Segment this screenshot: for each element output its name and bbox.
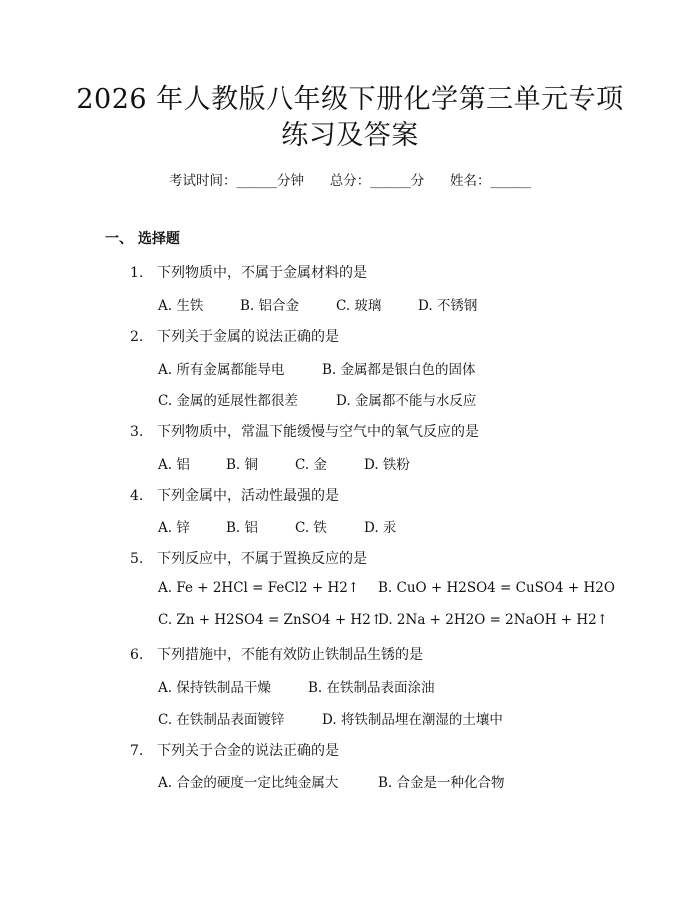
question-text: 下列物质中，不属于金属材料的是 [157, 265, 367, 281]
question-text: 下列关于合金的说法正确的是 [157, 743, 339, 759]
q7-option-a: A. 合金的硬度一定比纯金属大 [158, 775, 339, 791]
q1-option-d: D. 不锈钢 [418, 298, 478, 314]
q2-option-a: A. 所有金属都能导电 [158, 362, 285, 378]
q6-option-a: A. 保持铁制品干燥 [158, 680, 271, 696]
q6-option-c: C. 在铁制品表面镀锌 [158, 712, 285, 728]
question-2 [130, 326, 339, 346]
q3-option-c: C. 金 [295, 457, 327, 473]
q1-option-a: A. 生铁 [158, 298, 204, 314]
question-3 [130, 421, 479, 441]
q4-option-c: C. 铁 [295, 520, 327, 536]
question-5 [130, 548, 367, 568]
q4-option-d: D. 汞 [364, 520, 397, 536]
exam-info-line: 考试时间：______分钟 总分：______分 姓名：______ [169, 173, 531, 189]
document-title-line-1: 2026 年人教版八年级下册化学第三单元专项 [76, 84, 624, 115]
q5-option-c: C. Zn + H2SO4 = ZnSO4 + H2↑ [158, 612, 383, 628]
q3-option-a: A. 铝 [158, 457, 190, 473]
document-title-line-2: 练习及答案 [281, 120, 419, 151]
q5-option-a: A. Fe + 2HCl = FeCl2 + H2↑ [158, 580, 360, 596]
question-number: 4. [130, 488, 144, 504]
question-text: 下列关于金属的说法正确的是 [157, 329, 339, 345]
question-number: 2. [130, 329, 144, 345]
q6-option-d: D. 将铁制品埋在潮湿的土壤中 [322, 712, 503, 728]
q3-option-d: D. 铁粉 [364, 457, 410, 473]
question-text: 下列反应中，不属于置换反应的是 [157, 551, 367, 567]
question-6 [130, 644, 423, 664]
q4-option-b: B. 铝 [226, 520, 259, 536]
question-number: 7. [130, 743, 144, 759]
question-4 [130, 485, 339, 505]
question-7 [130, 740, 339, 760]
q1-option-c: C. 玻璃 [336, 298, 382, 314]
question-text: 下列措施中，不能有效防止铁制品生锈的是 [157, 647, 423, 663]
q2-option-c: C. 金属的延展性都很差 [158, 393, 298, 409]
question-number: 5. [130, 551, 144, 567]
q1-option-b: B. 铝合金 [240, 298, 300, 314]
q2-option-d: D. 金属都不能与水反应 [336, 393, 477, 409]
question-text: 下列物质中，常温下能缓慢与空气中的氧气反应的是 [157, 424, 479, 440]
question-1 [130, 262, 367, 282]
q2-option-b: B. 金属都是银白色的固体 [322, 362, 476, 378]
question-number: 6. [130, 647, 144, 663]
q7-option-b: B. 合金是一种化合物 [378, 775, 505, 791]
q4-option-a: A. 锌 [158, 520, 190, 536]
question-number: 3. [130, 424, 144, 440]
question-number: 1. [130, 265, 144, 281]
q6-option-b: B. 在铁制品表面涂油 [308, 680, 435, 696]
q3-option-b: B. 铜 [226, 457, 259, 473]
q5-option-d: D. 2Na + 2H2O = 2NaOH + H2↑ [378, 612, 609, 628]
section-heading-multiple-choice: 一、 选择题 [105, 231, 180, 247]
question-text: 下列金属中，活动性最强的是 [157, 488, 339, 504]
q5-option-b: B. CuO + H2SO4 = CuSO4 + H2O [378, 580, 615, 596]
